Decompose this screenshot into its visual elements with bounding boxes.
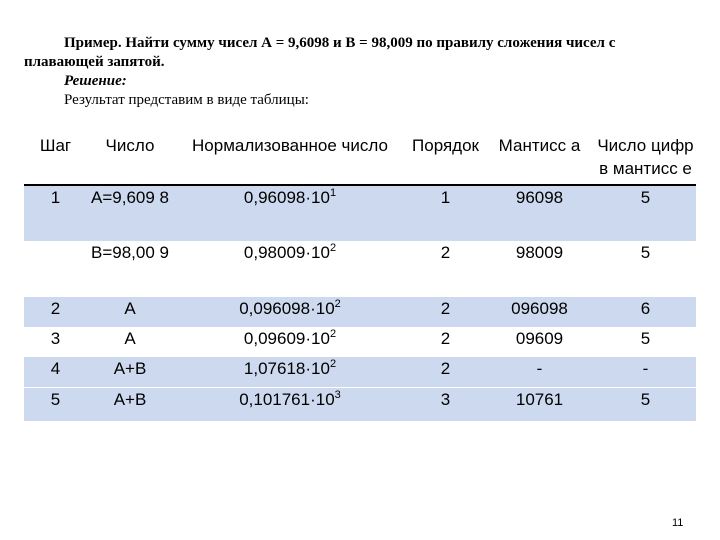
cell-mantissa: 09609 bbox=[515, 329, 564, 348]
result-caption: Результат представим в виде таблицы: bbox=[64, 92, 309, 108]
cell-normalized: $0,096098\cdot 10^2$ bbox=[173, 297, 407, 327]
cell-number: A bbox=[124, 329, 136, 348]
example-statement: Пример. Найти сумму чисел А = 9,6098 и В = 98,009 по правилу сложения чисел с плавающей запятой. bbox=[24, 35, 616, 70]
cell-normalized: $0,101761\cdot 10^3$ bbox=[173, 387, 407, 421]
table-row bbox=[24, 241, 696, 297]
cell-number: A+B bbox=[87, 387, 173, 421]
cell-number: B=98,00 9 bbox=[91, 243, 169, 262]
intro-text bbox=[24, 34, 696, 110]
cell-order: 2 bbox=[440, 243, 451, 262]
cell-step bbox=[24, 241, 87, 297]
cell-order: 2 bbox=[440, 329, 451, 348]
cell-order: 1 bbox=[407, 185, 484, 241]
table-header-row bbox=[24, 126, 696, 185]
cell-digit-count: 5 bbox=[595, 387, 696, 421]
table-row bbox=[24, 387, 696, 421]
header-step: Шаг bbox=[39, 136, 72, 155]
addition-steps-table bbox=[24, 126, 696, 421]
cell-number: A+B bbox=[87, 357, 173, 387]
cell-order: 3 bbox=[407, 387, 484, 421]
cell-digit-count: 5 bbox=[595, 185, 696, 241]
solution-label: Решение: bbox=[64, 73, 127, 89]
header-order: Порядок bbox=[412, 136, 479, 155]
header-normalized: Нормализованное число bbox=[192, 136, 388, 155]
cell-order: 2 bbox=[407, 357, 484, 387]
cell-step: 2 bbox=[24, 297, 87, 327]
cell-step: 1 bbox=[24, 185, 87, 241]
cell-normalized: $1,07618\cdot 10^2$ bbox=[173, 357, 407, 387]
cell-step: 3 bbox=[50, 329, 61, 348]
table-row bbox=[24, 185, 696, 241]
cell-digit-count: 6 bbox=[595, 297, 696, 327]
cell-mantissa: 98009 bbox=[515, 243, 564, 262]
cell-digit-count: 5 bbox=[640, 243, 651, 262]
cell-number: A=9,609 8 bbox=[87, 185, 173, 241]
cell-mantissa: 96098 bbox=[484, 185, 595, 241]
cell-normalized: $0,09609\cdot 10^2$ bbox=[243, 328, 337, 348]
cell-mantissa: 10761 bbox=[484, 387, 595, 421]
cell-number: A bbox=[87, 297, 173, 327]
table-row bbox=[24, 297, 696, 327]
cell-digit-count: 5 bbox=[640, 329, 651, 348]
table-row bbox=[24, 327, 696, 357]
cell-mantissa: 096098 bbox=[484, 297, 595, 327]
page-number: 11 bbox=[672, 517, 684, 529]
cell-normalized: $0,98009\cdot 10^2$ bbox=[243, 242, 337, 262]
cell-digit-count: - bbox=[595, 357, 696, 387]
cell-mantissa: - bbox=[484, 357, 595, 387]
cell-order: 2 bbox=[407, 297, 484, 327]
header-mantissa: Мантисс а bbox=[498, 136, 581, 155]
table-row bbox=[24, 357, 696, 387]
header-number: Число bbox=[105, 136, 155, 155]
cell-step: 4 bbox=[24, 357, 87, 387]
header-digit-count: Число цифр в мантисс е bbox=[597, 136, 694, 178]
cell-step: 5 bbox=[24, 387, 87, 421]
cell-normalized: $0,96098\cdot 10^1$ bbox=[173, 185, 407, 241]
